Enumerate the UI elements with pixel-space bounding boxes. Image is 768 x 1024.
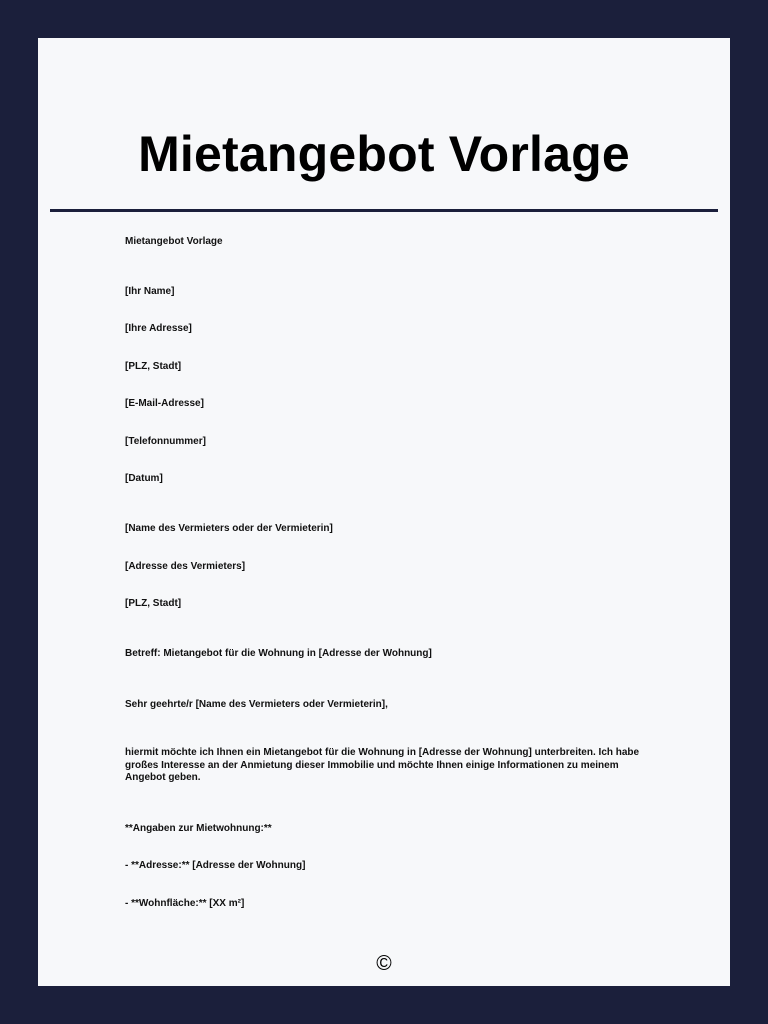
recipient-city: [PLZ, Stadt] xyxy=(125,598,182,609)
recipient-name: [Name des Vermieters oder der Vermieterin] xyxy=(125,523,333,534)
page-title: Mietangebot Vorlage xyxy=(138,126,630,182)
recipient-address: [Adresse des Vermieters] xyxy=(125,561,246,572)
letter-subject: Betreff: Mietangebot für die Wohnung in [Adresse der Wohnung] xyxy=(125,648,432,659)
letter-date: [Datum] xyxy=(125,473,163,484)
sender-address: [Ihre Adresse] xyxy=(125,323,192,334)
section-heading: **Angaben zur Mietwohnung:** xyxy=(125,823,272,834)
sender-city: [PLZ, Stadt] xyxy=(125,361,182,372)
letter-intro-paragraph: hiermit möchte ich Ihnen ein Mietangebot für die Wohnung in [Adresse der Wohnung] unterbreiten. Ich habe großes Interesse an der Anmietung dieser Immobilie und möchte Ihnen einige Informationen zu meinem Angebot geben. xyxy=(125,747,640,783)
copyright-icon: © xyxy=(376,952,392,975)
sender-name: [Ihr Name] xyxy=(125,286,175,297)
sender-phone: [Telefonnummer] xyxy=(125,436,206,447)
detail-address: - **Adresse:** [Adresse der Wohnung] xyxy=(125,860,306,871)
letter-salutation: Sehr geehrte/r [Name des Vermieters oder Vermieterin], xyxy=(125,699,388,710)
document-subtitle: Mietangebot Vorlage xyxy=(125,236,223,247)
title-divider xyxy=(50,209,718,212)
sender-email: [E-Mail-Adresse] xyxy=(125,398,204,409)
detail-area: - **Wohnfläche:** [XX m²] xyxy=(125,898,245,909)
